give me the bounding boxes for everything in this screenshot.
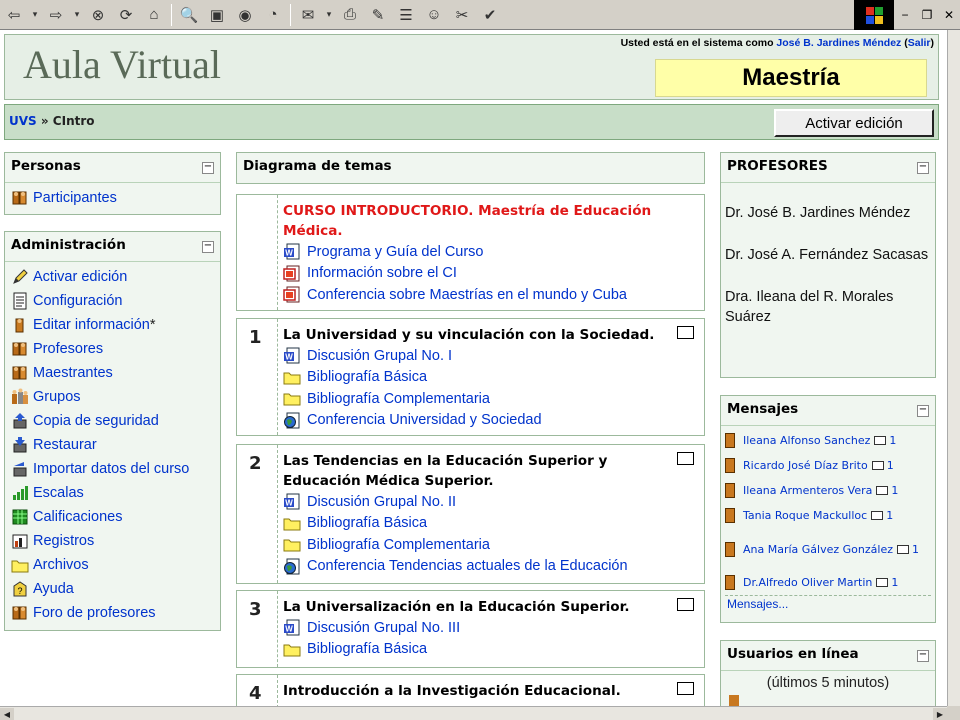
word-doc-icon — [283, 347, 301, 364]
breadcrumb-course: CIntro — [52, 114, 95, 128]
site-title: Aula Virtual — [23, 42, 221, 87]
minimize-icon[interactable]: − — [918, 404, 928, 415]
person-icon — [729, 695, 739, 706]
stop-icon[interactable]: ⊗ — [91, 6, 105, 24]
resource-link[interactable] — [283, 241, 690, 263]
section-divider — [277, 675, 278, 706]
admin-item[interactable] — [5, 385, 220, 409]
message-item[interactable] — [721, 570, 935, 595]
word-doc-icon — [283, 619, 301, 636]
minimize-window-icon[interactable]: − — [901, 8, 909, 22]
topic-section — [236, 318, 705, 436]
resource-label[interactable]: Discusión Grupal No. II — [307, 493, 457, 510]
section-title: Las Tendencias en la Educación Superior y Educación Médica Superior. — [283, 453, 608, 489]
person-icon — [725, 542, 735, 557]
online-users-block — [720, 640, 936, 706]
topics-header-block — [236, 152, 705, 184]
section-divider — [277, 591, 278, 667]
personas-item-label[interactable]: Participantes — [33, 190, 117, 206]
resource-label[interactable]: Conferencia Universidad y Sociedad — [307, 412, 542, 429]
admin-item[interactable] — [5, 481, 220, 505]
back-icon[interactable]: ⇦ — [7, 6, 21, 24]
online-users-title: Usuarios en línea — [727, 646, 859, 662]
admin-item-label[interactable]: Archivos — [33, 557, 89, 573]
mail-icon[interactable]: ✉ — [301, 6, 315, 24]
resource-label[interactable]: Bibliografía Básica — [307, 515, 428, 532]
folder-icon — [283, 390, 301, 407]
edit-page-icon[interactable]: ✎ — [371, 6, 385, 24]
refresh-icon[interactable]: ⟳ — [119, 6, 133, 24]
messenger-icon[interactable]: ☺ — [426, 6, 442, 23]
close-window-icon[interactable]: ✕ — [943, 8, 955, 22]
admin-item-label[interactable]: Profesores — [33, 341, 104, 357]
folder-icon — [283, 641, 301, 658]
topic-section — [236, 590, 705, 668]
personas-title: Personas — [11, 158, 81, 174]
person-icon — [725, 458, 735, 473]
highlight-toggle-icon[interactable] — [677, 598, 694, 611]
folder-icon — [283, 536, 301, 553]
section-divider — [277, 319, 278, 435]
mensajes-block — [720, 395, 936, 623]
online-users-subtitle: (últimos 5 minutos) — [766, 675, 890, 691]
personas-item[interactable] — [5, 186, 220, 210]
resource-link[interactable] — [283, 639, 664, 661]
message-item[interactable] — [721, 503, 935, 528]
admin-item[interactable] — [5, 577, 220, 601]
message-item[interactable] — [721, 478, 935, 503]
message-item[interactable] — [721, 428, 935, 453]
person-icon — [725, 508, 735, 523]
horizontal-scrollbar[interactable] — [0, 706, 947, 720]
word-doc-icon — [283, 493, 301, 510]
admin-item[interactable] — [5, 457, 220, 481]
scroll-left-icon[interactable]: ◀ — [0, 708, 14, 720]
section-number: 2 — [249, 453, 262, 474]
restore-icon — [11, 436, 29, 454]
resource-label[interactable]: Programa y Guía del Curso — [307, 243, 484, 260]
profesores-header — [721, 153, 935, 183]
resource-label[interactable]: Bibliografía Básica — [307, 641, 428, 658]
program-badge: Maestría — [655, 59, 927, 97]
admin-item[interactable] — [5, 409, 220, 433]
section-divider — [277, 445, 278, 583]
toolbar-separator — [290, 4, 291, 26]
logs-icon — [11, 532, 29, 550]
message-sender[interactable]: Ricardo José Díaz Brito — [743, 459, 868, 472]
resource-label[interactable]: Discusión Grupal No. I — [307, 347, 453, 364]
forward-dropdown-icon[interactable]: ▾ — [74, 9, 80, 19]
person-icon — [725, 433, 735, 448]
envelope-icon — [871, 511, 883, 520]
powerpoint-icon — [283, 286, 301, 303]
message-count: 1 — [889, 434, 897, 447]
admin-header — [5, 232, 220, 262]
resource-link[interactable] — [283, 367, 664, 389]
mensajes-more-link[interactable]: Mensajes... — [725, 595, 931, 611]
mail-dropdown-icon[interactable]: ▾ — [326, 9, 332, 19]
admin-item[interactable] — [5, 361, 220, 385]
admin-item-label[interactable]: Foro de profesores — [33, 605, 156, 621]
resource-link[interactable] — [283, 513, 664, 535]
resource-link[interactable] — [283, 410, 664, 432]
svg-text:?: ? — [17, 586, 23, 596]
mensajes-title: Mensajes — [727, 401, 799, 417]
message-count: 1 — [891, 484, 899, 497]
favorites-icon[interactable]: ▣ — [209, 6, 225, 24]
profesores-block — [720, 152, 936, 378]
breadcrumb-separator: » — [36, 114, 53, 128]
svg-text:W: W — [285, 248, 293, 258]
message-sender[interactable]: Dr.Alfredo Oliver Martin — [743, 576, 873, 589]
scrollbar-corner — [947, 706, 960, 720]
scroll-right-icon[interactable]: ▶ — [933, 708, 947, 720]
windows-logo-icon — [854, 0, 894, 30]
topic-section — [236, 194, 705, 311]
folder-icon — [11, 556, 29, 574]
online-users-header — [721, 641, 935, 671]
admin-block — [4, 231, 221, 631]
admin-item-label[interactable]: Registros — [33, 533, 95, 549]
resource-label[interactable]: Conferencia Tendencias actuales de la Educación — [307, 558, 628, 575]
section-body — [283, 325, 664, 431]
profesor-name: Dra. Ileana del R. Morales Suárez — [725, 289, 894, 325]
discuss-icon[interactable]: ☰ — [399, 6, 413, 24]
envelope-icon — [876, 486, 888, 495]
svg-text:W: W — [285, 352, 293, 362]
message-count: 1 — [912, 542, 919, 556]
personas-block — [4, 152, 221, 215]
section-divider — [277, 195, 278, 310]
profesor-name: Dr. José A. Fernández Sacasas — [725, 247, 929, 263]
resource-link[interactable] — [283, 284, 690, 306]
resource-link[interactable] — [283, 534, 664, 556]
minimize-icon[interactable]: − — [203, 161, 213, 172]
people-icon — [11, 604, 29, 622]
resource-label[interactable]: Bibliografía Complementaria — [307, 536, 490, 553]
admin-item-label[interactable]: Grupos — [33, 389, 81, 405]
backup-icon — [11, 412, 29, 430]
admin-item-label[interactable]: Importar datos del curso — [33, 461, 190, 477]
import-icon — [11, 460, 29, 478]
resource-link[interactable] — [283, 263, 690, 285]
restore-window-icon[interactable]: ❐ — [921, 8, 933, 22]
resource-link[interactable] — [283, 556, 664, 578]
folder-icon — [283, 369, 301, 386]
document-icon — [11, 292, 29, 310]
admin-item[interactable] — [5, 505, 220, 529]
admin-item-label[interactable]: Ayuda — [33, 581, 74, 597]
search-icon[interactable]: 🔍 — [179, 6, 199, 24]
vertical-scrollbar[interactable] — [947, 30, 960, 706]
resource-label[interactable]: Conferencia sobre Maestrías en el mundo y Cuba — [307, 286, 627, 303]
research-icon[interactable]: ✔ — [483, 6, 497, 24]
admin-item-suffix: * — [149, 317, 156, 333]
minimize-icon[interactable]: − — [918, 649, 928, 660]
admin-item[interactable] — [5, 337, 220, 361]
resource-link[interactable] — [283, 617, 664, 639]
message-sender[interactable]: Ileana Alfonso Sanchez — [743, 434, 871, 447]
resource-link[interactable] — [283, 388, 664, 410]
message-sender[interactable]: Ileana Armenteros Vera — [743, 484, 873, 497]
personas-header — [5, 153, 220, 183]
topic-section — [236, 674, 705, 706]
admin-item[interactable] — [5, 433, 220, 457]
breadcrumb-home[interactable]: UVS — [9, 114, 37, 128]
resource-label[interactable]: Bibliografía Básica — [307, 369, 428, 386]
pencil-icon — [11, 268, 29, 286]
mensajes-list — [721, 426, 935, 595]
admin-item[interactable] — [5, 289, 220, 313]
resource-label[interactable]: Discusión Grupal No. III — [307, 619, 461, 636]
back-dropdown-icon[interactable]: ▾ — [32, 9, 38, 19]
section-number: 3 — [249, 599, 262, 620]
section-body — [283, 681, 664, 701]
admin-item-label[interactable]: Maestrantes — [33, 365, 113, 381]
admin-list — [5, 262, 220, 625]
minimize-icon[interactable]: − — [918, 161, 928, 172]
mensajes-header — [721, 396, 935, 426]
section-title: La Universidad y su vinculación con la Sociedad. — [283, 327, 655, 343]
message-sender[interactable]: Tania Roque Mackulloc — [743, 509, 868, 522]
section-body — [283, 451, 664, 577]
tools-icon[interactable]: ✂ — [455, 6, 469, 24]
history-icon[interactable]: ◔ — [268, 6, 278, 23]
section-number: 4 — [249, 683, 262, 704]
admin-item[interactable] — [5, 529, 220, 553]
media-icon[interactable]: ◉ — [238, 6, 252, 24]
section-number: 1 — [249, 327, 262, 348]
forward-icon[interactable]: ⇨ — [49, 6, 63, 24]
svg-text:W: W — [285, 498, 293, 508]
word-doc-icon — [283, 243, 301, 260]
people-icon — [11, 189, 29, 207]
person-icon — [725, 575, 735, 590]
scales-icon — [11, 484, 29, 502]
toolbar-separator — [171, 4, 172, 26]
admin-item-label[interactable]: Copia de seguridad — [33, 413, 159, 429]
envelope-icon — [874, 436, 886, 445]
admin-item-label[interactable]: Calificaciones — [33, 509, 123, 525]
resource-label[interactable]: Bibliografía Complementaria — [307, 390, 490, 407]
resource-link[interactable] — [283, 491, 664, 513]
logout-link[interactable]: Salir — [907, 37, 931, 49]
profesores-title: PROFESORES — [727, 158, 828, 174]
powerpoint-icon — [283, 265, 301, 282]
admin-item-label[interactable]: Restaurar — [33, 437, 97, 453]
message-count: 1 — [891, 576, 899, 589]
help-icon — [11, 580, 29, 598]
navbar — [4, 104, 939, 140]
web-page-icon — [283, 558, 301, 575]
message-count: 1 — [886, 459, 894, 472]
admin-item[interactable] — [5, 265, 220, 289]
envelope-icon — [872, 461, 884, 470]
folder-icon — [283, 515, 301, 532]
grades-icon — [11, 508, 29, 526]
envelope-icon — [876, 578, 888, 587]
admin-item-label[interactable]: Escalas — [33, 485, 84, 501]
login-prefix: Usted está en el sistema como — [620, 37, 777, 49]
admin-item[interactable] — [5, 313, 220, 337]
message-sender[interactable]: Ana María Gálvez González — [743, 542, 893, 556]
login-info: Usted está en el sistema como José B. Jardines Méndez (Salir) — [620, 37, 934, 49]
print-icon[interactable]: ⎙ — [343, 6, 356, 23]
highlight-toggle-icon[interactable] — [677, 452, 694, 465]
home-icon[interactable]: ⌂ — [149, 6, 159, 23]
breadcrumb — [9, 114, 95, 128]
people-icon — [11, 340, 29, 358]
user-link[interactable]: José B. Jardines Méndez — [776, 37, 902, 49]
people-icon — [11, 364, 29, 382]
highlight-toggle-icon[interactable] — [677, 682, 694, 695]
admin-title: Administración — [11, 237, 126, 253]
svg-text:W: W — [285, 624, 293, 634]
resource-link[interactable] — [283, 345, 664, 367]
section-body — [283, 597, 664, 660]
section-title: La Universalización en la Educación Superior. — [283, 599, 630, 615]
highlight-toggle-icon[interactable] — [677, 326, 694, 339]
moodle-page — [4, 34, 942, 706]
section-title: CURSO INTRODUCTORIO. Maestría de Educación Médica. — [283, 203, 652, 239]
section-title: Introducción a la Investigación Educacional. — [283, 683, 621, 699]
message-count: 1 — [886, 509, 894, 522]
profesores-list — [721, 183, 935, 327]
envelope-icon — [897, 545, 909, 554]
personas-list — [5, 183, 220, 210]
group-icon — [11, 388, 29, 406]
topics-title: Diagrama de temas — [243, 158, 392, 174]
window-controls — [854, 0, 960, 30]
person-icon — [725, 483, 735, 498]
profesor-name: Dr. José B. Jardines Méndez — [725, 205, 911, 221]
topic-section — [236, 444, 705, 584]
admin-item-label[interactable]: Activar edición — [33, 269, 128, 285]
admin-item-label[interactable]: Editar información — [33, 317, 150, 333]
person-icon — [11, 316, 29, 334]
admin-item[interactable] — [5, 553, 220, 577]
browser-toolbar — [0, 0, 960, 30]
web-page-icon — [283, 412, 301, 429]
minimize-icon[interactable]: − — [203, 240, 213, 251]
resource-label[interactable]: Información sobre el CI — [307, 265, 457, 282]
admin-item[interactable] — [5, 601, 220, 625]
site-header — [4, 34, 939, 100]
message-item[interactable] — [721, 528, 935, 570]
admin-item-label[interactable]: Configuración — [33, 293, 123, 309]
message-item[interactable] — [721, 453, 935, 478]
section-body — [283, 201, 690, 306]
activate-edit-button[interactable]: Activar edición — [774, 109, 934, 137]
